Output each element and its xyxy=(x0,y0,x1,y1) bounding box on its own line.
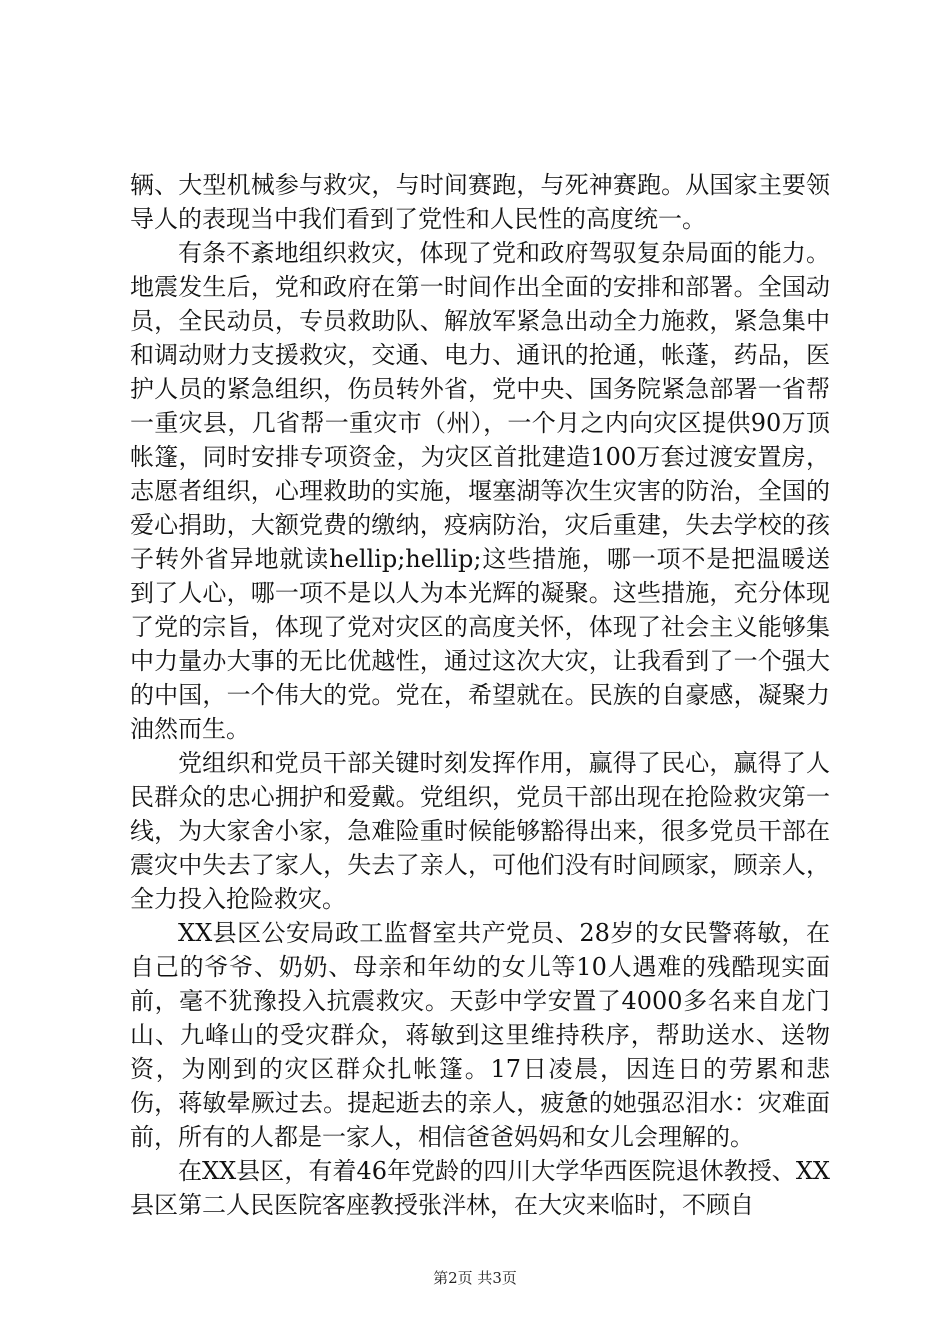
paragraph-3: 党组织和党员干部关键时刻发挥作用，赢得了民心，赢得了人民群众的忠心拥护和爱戴。党组织，党员干部出现在抢险救灾第一线，为大家舍小家，急难险重时候能够豁得出来，很多党员干部在震灾中失去了家人，失去了亲人，可他们没有时间顾家，顾亲人，全力投入抢险救灾。 xyxy=(130,749,830,913)
page-footer: 第2页 共3页 xyxy=(433,1269,517,1287)
paragraph-4: XX县区公安局政工监督室共产党员、28岁的女民警蒋敏，在自己的爷爷、奶奶、母亲和年幼的女儿等10人遇难的残酷现实面前，毫不犹豫投入抗震救灾。天彭中学安置了4000多名来自龙门山、九峰山的受灾群众，蒋敏到这里维持秩序，帮助送水、送物资，为刚到的灾区群众扎帐篷。17日凌晨，因连日的劳累和悲伤，蒋敏晕厥过去。提起逝去的亲人，疲惫的她强忍泪水：灾难面前，所有的人都是一家人，相信爸爸妈妈和女儿会理解的。 xyxy=(130,919,830,1151)
paragraph-1: 辆、大型机械参与救灾，与时间赛跑，与死神赛跑。从国家主要领导人的表现当中我们看到了党性和人民性的高度统一。 xyxy=(130,171,830,233)
paragraph-2: 有条不紊地组织救灾，体现了党和政府驾驭复杂局面的能力。地震发生后，党和政府在第一时间作出全面的安排和部署。全国动员，全民动员，专员救助队、解放军紧急出动全力施救，紧急集中和调动财力支援救灾，交通、电力、通讯的抢通，帐蓬，药品，医护人员的紧急组织，伤员转外省，党中央、国务院紧急部署一省帮一重灾县，几省帮一重灾市（州），一个月之内向灾区提供90万顶帐篷，同时安排专项资金，为灾区首批建造100万套过渡安置房，志愿者组织，心理救助的实施，堰塞湖等次生灾害的防治，全国的爱心捐助，大额党费的缴纳，疫病防治，灾后重建，失去学校的孩子转外省异地就读hellip;hellip;这些措施，哪一项不是把温暖送到了人心，哪一项不是以人为本光辉的凝聚。这些措施，充分体现了党的宗旨，体现了党对灾区的高度关怀，体现了社会主义能够集中力量办大事的无比优越性，通过这次大灾，让我看到了一个强大的中国，一个伟大的党。党在，希望就在。民族的自豪感，凝聚力油然而生。 xyxy=(130,239,830,743)
paragraph-5: 在XX县区，有着46年党龄的四川大学华西医院退休教授、XX县区第二人民医院客座教授张泮林，在大灾来临时，不顾自 xyxy=(130,1157,830,1219)
document-body xyxy=(130,168,830,1222)
